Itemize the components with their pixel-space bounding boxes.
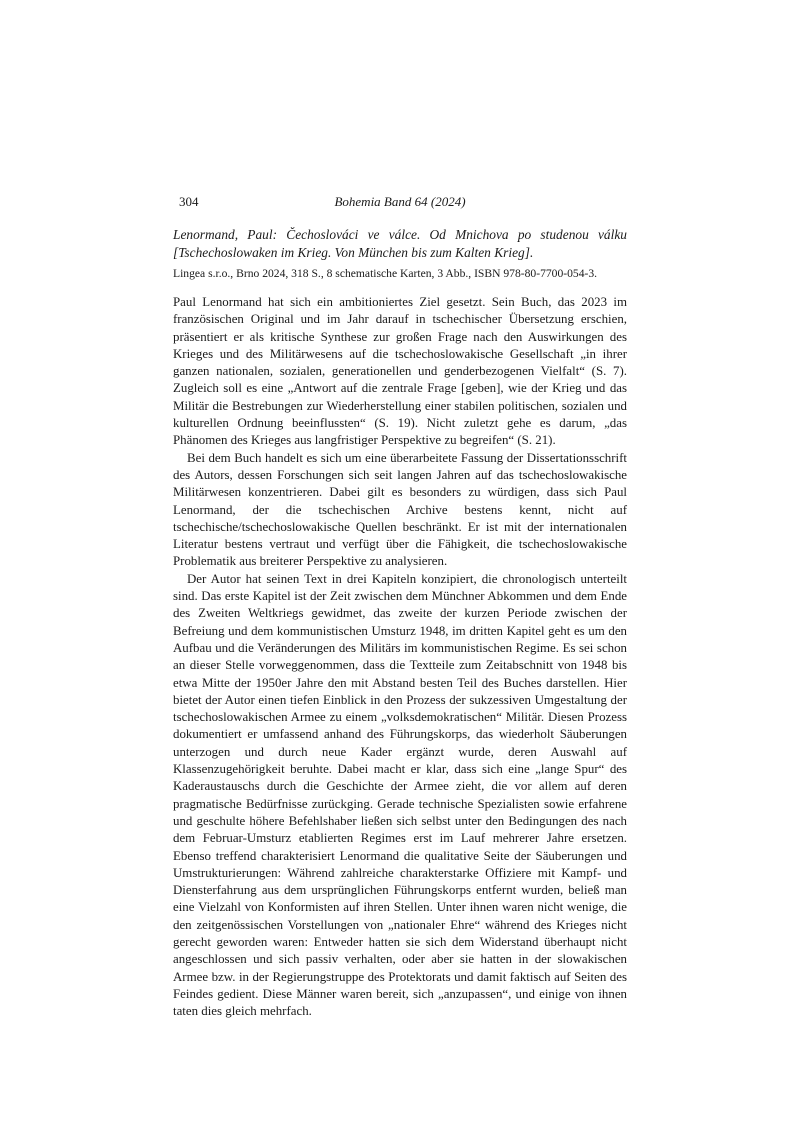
paragraph-2: Bei dem Buch handelt es sich um eine überarbeitete Fassung der Dissertationsschrift des Autors, dessen Forschungen sich seit langen Jahren auf das tschechoslowakische Militärwesen konzentrieren. Dabei gilt es besonders zu würdigen, dass sich Paul Lenormand, der die tschechischen Archive bestens kennt, nicht auf tschechische/tschechoslowakische Quellen beschränkt. Er ist mit der internationalen Literatur bestens vertraut und verfügt über die Fähigkeit, die tschechoslowakische Problematik aus breiterer Perspektive zu analysieren. (173, 450, 627, 569)
review-title-line-2: [Tschechoslowaken im Krieg. Von München bis zum Kalten Krieg]. (173, 245, 534, 260)
running-head (173, 190, 627, 210)
paragraph-1: Paul Lenormand hat sich ein ambitioniertes Ziel gesetzt. Sein Buch, das 2023 im französischen Original und im Jahr darauf in tschechischer Übersetzung erschien, präsentiert er als kritische Synthese zur großen Frage nach den Auswirkungen des Krieges und des Militärwesens auf die tschechoslowakische Gesellschaft „in ihrer ganzen nationalen, sozialen, generationellen und genderbezogenen Vielfalt“ (S. 7). Zugleich soll es eine „Antwort auf die zentrale Frage [geben], wie der Krieg und das Militär die Bestrebungen zur Wiederherstellung einer stabilen politischen, sozialen und kulturellen Ordnung beeinflussten“ (S. 19). Nicht zuletzt gehe es darum, „das Phänomen des Krieges aus langfristiger Perspektive zu begreifen“ (S. 21). (173, 295, 627, 448)
review-body (173, 294, 627, 1020)
review-title-line-1: Lenormand, Paul: Čechoslováci ve válce. Od Mnichova po studenou válku (173, 227, 627, 242)
document-page (173, 190, 627, 1020)
journal-title: Bohemia Band 64 (2024) (334, 194, 466, 209)
review-title (173, 226, 627, 262)
publication-info: Lingea s.r.o., Brno 2024, 318 S., 8 schematische Karten, 3 Abb., ISBN 978-80-7700-054-3. (173, 267, 598, 280)
page-number: 304 (179, 194, 199, 209)
paragraph-3: Der Autor hat seinen Text in drei Kapiteln konzipiert, die chronologisch unterteilt sind. Das erste Kapitel ist der Zeit zwischen dem Münchner Abkommen und dem Ende des Zweiten Weltkriegs gewidmet, das zweite der kurzen Periode zwischen der Befreiung und dem kommunistischen Umsturz 1948, im dritten Kapitel geht es um den Aufbau und die Veränderungen des Militärs im kommunistischen Regime. Es sei schon an dieser Stelle vorweggenommen, dass die Textteile zum Zeitabschnitt von 1948 bis etwa Mitte der 1950er Jahre den mit Abstand besten Teil des Buches darstellen. Hier bietet der Autor einen tiefen Einblick in den Prozess der sukzessiven Umgestaltung der tschechoslowakischen Armee zu einem „volksdemokratischen“ Militär. Diesen Prozess dokumentiert er umfassend anhand des Führungskorps, das wiederholt Säuberungen unterzogen und durch neue Kader ergänzt wurde, deren Auswahl auf Klassenzugehörigkeit beruhte. Dabei macht er klar, dass sich eine „lange Spur“ des Kaderaustauschs durch die Geschichte der Armee zieht, die vor allem auf deren pragmatische Bedürfnisse zurückging. Gerade technische Spezialisten sowie erfahrene und geschulte höhere Befehlshaber ließen sich selbst unter den Bedingungen des nach dem Februar-Umsturz etablierten Regimes erst im Lauf mehrerer Jahre ersetzen. Ebenso treffend charakterisiert Lenormand die qualitative Seite der Säuberungen und Umstrukturierungen: Während zahlreiche charakterstarke Offiziere mit Kampf- und Diensterfahrung aus dem ursprünglichen Führungskorps entfernt wurden, beließ man eine Vielzahl von Konformisten auf ihren Stellen. Unter ihnen waren nicht wenige, die den zeitgenössischen Vorstellungen von „nationaler Ehre“ während des Krieges nicht gerecht geworden waren: Entweder hatten sie sich dem Widerstand überhaupt nicht angeschlossen und sich passiv verhalten, oder aber sie hatten in der slowakischen Armee bzw. in der Regierungstruppe des Protektorats und damit faktisch auf Seiten des Feindes gedient. Diese Männer waren bereit, sich „anzupassen“, und einige von ihnen taten dies gleich mehrfach. (173, 571, 627, 1019)
